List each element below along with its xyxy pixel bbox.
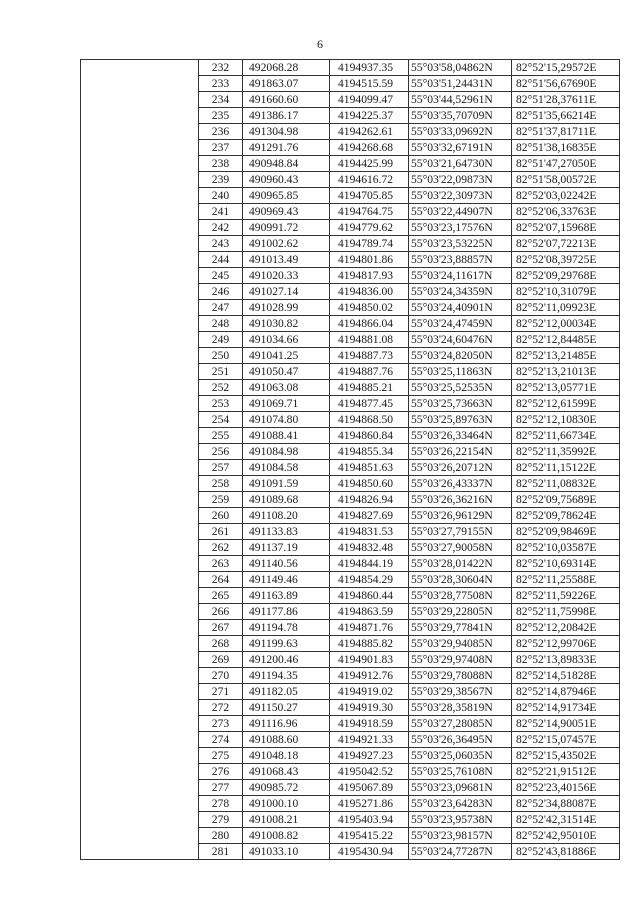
x-coordinate-cell: 491149.46 [243, 572, 330, 588]
longitude-cell: 82°52'15,29572E [512, 60, 620, 76]
latitude-cell: 55°03'24,40901N [409, 300, 512, 316]
y-coordinate-cell: 4195403.94 [330, 812, 409, 828]
latitude-cell: 55°03'29,97408N [409, 652, 512, 668]
y-coordinate-cell: 4194912.76 [330, 668, 409, 684]
point-number-cell: 235 [199, 108, 243, 124]
latitude-cell: 55°03'25,52535N [409, 380, 512, 396]
latitude-cell: 55°03'35,70709N [409, 108, 512, 124]
y-coordinate-cell: 4195415.22 [330, 828, 409, 844]
latitude-cell: 55°03'29,94085N [409, 636, 512, 652]
longitude-cell: 82°52'09,29768E [512, 268, 620, 284]
point-number-cell: 241 [199, 204, 243, 220]
y-coordinate-cell: 4194901.83 [330, 652, 409, 668]
longitude-cell: 82°52'09,98469E [512, 524, 620, 540]
latitude-cell: 55°03'27,90058N [409, 540, 512, 556]
x-coordinate-cell: 491182.05 [243, 684, 330, 700]
page-number: 6 [317, 37, 323, 51]
y-coordinate-cell: 4194868.50 [330, 412, 409, 428]
point-number-cell: 257 [199, 460, 243, 476]
x-coordinate-cell: 491089.68 [243, 492, 330, 508]
longitude-cell: 82°52'11,59226E [512, 588, 620, 604]
point-number-cell: 270 [199, 668, 243, 684]
y-coordinate-cell: 4194515.59 [330, 76, 409, 92]
latitude-cell: 55°03'21,64730N [409, 156, 512, 172]
y-coordinate-cell: 4194919.30 [330, 700, 409, 716]
y-coordinate-cell: 4195271.86 [330, 796, 409, 812]
longitude-cell: 82°52'09,75689E [512, 492, 620, 508]
latitude-cell: 55°03'22,30973N [409, 188, 512, 204]
x-coordinate-cell: 491084.98 [243, 444, 330, 460]
y-coordinate-cell: 4194268.68 [330, 140, 409, 156]
x-coordinate-cell: 491000.10 [243, 796, 330, 812]
longitude-cell: 82°52'42,95010E [512, 828, 620, 844]
point-number-cell: 242 [199, 220, 243, 236]
x-coordinate-cell: 491163.89 [243, 588, 330, 604]
y-coordinate-cell: 4194866.04 [330, 316, 409, 332]
x-coordinate-cell: 490985.72 [243, 780, 330, 796]
point-number-cell: 269 [199, 652, 243, 668]
y-coordinate-cell: 4194425.99 [330, 156, 409, 172]
latitude-cell: 55°03'25,06035N [409, 748, 512, 764]
latitude-cell: 55°03'23,64283N [409, 796, 512, 812]
latitude-cell: 55°03'25,73663N [409, 396, 512, 412]
latitude-cell: 55°03'29,78088N [409, 668, 512, 684]
y-coordinate-cell: 4194937.35 [330, 60, 409, 76]
point-number-cell: 267 [199, 620, 243, 636]
x-coordinate-cell: 490948.84 [243, 156, 330, 172]
point-number-cell: 243 [199, 236, 243, 252]
x-coordinate-cell: 491063.08 [243, 380, 330, 396]
x-coordinate-cell: 491034.66 [243, 332, 330, 348]
longitude-cell: 82°52'11,75998E [512, 604, 620, 620]
y-coordinate-cell: 4194827.69 [330, 508, 409, 524]
longitude-cell: 82°52'10,03587E [512, 540, 620, 556]
x-coordinate-cell: 491291.76 [243, 140, 330, 156]
point-number-cell: 246 [199, 284, 243, 300]
point-number-cell: 234 [199, 92, 243, 108]
point-number-cell: 262 [199, 540, 243, 556]
longitude-cell: 82°52'13,21013E [512, 364, 620, 380]
x-coordinate-cell: 491008.82 [243, 828, 330, 844]
latitude-cell: 55°03'22,09873N [409, 172, 512, 188]
x-coordinate-cell: 491137.19 [243, 540, 330, 556]
point-number-cell: 276 [199, 764, 243, 780]
latitude-cell: 55°03'29,22805N [409, 604, 512, 620]
x-coordinate-cell: 491048.18 [243, 748, 330, 764]
latitude-cell: 55°03'28,77508N [409, 588, 512, 604]
x-coordinate-cell: 491194.35 [243, 668, 330, 684]
latitude-cell: 55°03'25,89763N [409, 412, 512, 428]
y-coordinate-cell: 4194844.19 [330, 556, 409, 572]
point-number-cell: 279 [199, 812, 243, 828]
point-number-cell: 245 [199, 268, 243, 284]
latitude-cell: 55°03'23,98157N [409, 828, 512, 844]
latitude-cell: 55°03'24,77287N [409, 844, 512, 860]
y-coordinate-cell: 4194919.02 [330, 684, 409, 700]
longitude-cell: 82°52'12,10830E [512, 412, 620, 428]
latitude-cell: 55°03'28,01422N [409, 556, 512, 572]
x-coordinate-cell: 491088.60 [243, 732, 330, 748]
x-coordinate-cell: 491088.41 [243, 428, 330, 444]
point-number-cell: 251 [199, 364, 243, 380]
latitude-cell: 55°03'23,09681N [409, 780, 512, 796]
y-coordinate-cell: 4194927.23 [330, 748, 409, 764]
longitude-cell: 82°52'13,89833E [512, 652, 620, 668]
y-coordinate-cell: 4194850.02 [330, 300, 409, 316]
longitude-cell: 82°52'23,40156E [512, 780, 620, 796]
point-number-cell: 278 [199, 796, 243, 812]
longitude-cell: 82°51'35,66214E [512, 108, 620, 124]
latitude-cell: 55°03'29,38567N [409, 684, 512, 700]
y-coordinate-cell: 4195067.89 [330, 780, 409, 796]
latitude-cell: 55°03'27,79155N [409, 524, 512, 540]
point-number-cell: 250 [199, 348, 243, 364]
x-coordinate-cell: 491027.14 [243, 284, 330, 300]
y-coordinate-cell: 4194887.73 [330, 348, 409, 364]
latitude-cell: 55°03'24,47459N [409, 316, 512, 332]
latitude-cell: 55°03'58,04862N [409, 60, 512, 76]
latitude-cell: 55°03'22,44907N [409, 204, 512, 220]
latitude-cell: 55°03'26,43337N [409, 476, 512, 492]
longitude-cell: 82°52'11,15122E [512, 460, 620, 476]
longitude-cell: 82°52'12,84485E [512, 332, 620, 348]
latitude-cell: 55°03'25,11863N [409, 364, 512, 380]
longitude-cell: 82°52'15,07457E [512, 732, 620, 748]
x-coordinate-cell: 491008.21 [243, 812, 330, 828]
longitude-cell: 82°52'34,88087E [512, 796, 620, 812]
point-number-cell: 256 [199, 444, 243, 460]
longitude-cell: 82°52'12,00034E [512, 316, 620, 332]
y-coordinate-cell: 4195430.94 [330, 844, 409, 860]
longitude-cell: 82°52'09,78624E [512, 508, 620, 524]
y-coordinate-cell: 4194764.75 [330, 204, 409, 220]
longitude-cell: 82°52'13,21485E [512, 348, 620, 364]
point-number-cell: 255 [199, 428, 243, 444]
latitude-cell: 55°03'26,96129N [409, 508, 512, 524]
x-coordinate-cell: 491200.46 [243, 652, 330, 668]
latitude-cell: 55°03'32,67191N [409, 140, 512, 156]
x-coordinate-cell: 490991.72 [243, 220, 330, 236]
point-number-cell: 266 [199, 604, 243, 620]
longitude-cell: 82°52'42,31514E [512, 812, 620, 828]
latitude-cell: 55°03'26,20712N [409, 460, 512, 476]
point-number-cell: 233 [199, 76, 243, 92]
x-coordinate-cell: 491091.59 [243, 476, 330, 492]
point-number-cell: 253 [199, 396, 243, 412]
y-coordinate-cell: 4194705.85 [330, 188, 409, 204]
longitude-cell: 82°51'37,81711E [512, 124, 620, 140]
point-number-cell: 237 [199, 140, 243, 156]
y-coordinate-cell: 4194817.93 [330, 268, 409, 284]
y-coordinate-cell: 4194225.37 [330, 108, 409, 124]
x-coordinate-cell: 491013.49 [243, 252, 330, 268]
latitude-cell: 55°03'24,11617N [409, 268, 512, 284]
x-coordinate-cell: 491386.17 [243, 108, 330, 124]
longitude-cell: 82°51'28,37611E [512, 92, 620, 108]
x-coordinate-cell: 492068.28 [243, 60, 330, 76]
latitude-cell: 55°03'27,28085N [409, 716, 512, 732]
latitude-cell: 55°03'28,30604N [409, 572, 512, 588]
x-coordinate-cell: 491116.96 [243, 716, 330, 732]
latitude-cell: 55°03'23,88857N [409, 252, 512, 268]
y-coordinate-cell: 4194863.59 [330, 604, 409, 620]
x-coordinate-cell: 491084.58 [243, 460, 330, 476]
y-coordinate-cell: 4194262.61 [330, 124, 409, 140]
x-coordinate-cell: 491033.10 [243, 844, 330, 860]
x-coordinate-cell: 491194.78 [243, 620, 330, 636]
longitude-cell: 82°52'14,91734E [512, 700, 620, 716]
y-coordinate-cell: 4194851.63 [330, 460, 409, 476]
y-coordinate-cell: 4194779.62 [330, 220, 409, 236]
point-number-cell: 260 [199, 508, 243, 524]
latitude-cell: 55°03'29,77841N [409, 620, 512, 636]
longitude-cell: 82°52'06,33763E [512, 204, 620, 220]
longitude-cell: 82°52'11,09923E [512, 300, 620, 316]
x-coordinate-cell: 491002.62 [243, 236, 330, 252]
latitude-cell: 55°03'26,22154N [409, 444, 512, 460]
y-coordinate-cell: 4194850.60 [330, 476, 409, 492]
x-coordinate-cell: 491199.63 [243, 636, 330, 652]
y-coordinate-cell: 4194616.72 [330, 172, 409, 188]
point-number-cell: 277 [199, 780, 243, 796]
point-number-cell: 239 [199, 172, 243, 188]
y-coordinate-cell: 4194789.74 [330, 236, 409, 252]
point-number-cell: 272 [199, 700, 243, 716]
y-coordinate-cell: 4194860.84 [330, 428, 409, 444]
y-coordinate-cell: 4194885.21 [330, 380, 409, 396]
x-coordinate-cell: 490960.43 [243, 172, 330, 188]
point-number-cell: 232 [199, 60, 243, 76]
y-coordinate-cell: 4194831.53 [330, 524, 409, 540]
y-coordinate-cell: 4194099.47 [330, 92, 409, 108]
longitude-cell: 82°52'43,81886E [512, 844, 620, 860]
longitude-cell: 82°52'21,91512E [512, 764, 620, 780]
longitude-cell: 82°52'07,15968E [512, 220, 620, 236]
point-number-cell: 258 [199, 476, 243, 492]
point-number-cell: 268 [199, 636, 243, 652]
point-number-cell: 263 [199, 556, 243, 572]
longitude-cell: 82°52'14,87946E [512, 684, 620, 700]
y-coordinate-cell: 4194871.76 [330, 620, 409, 636]
longitude-cell: 82°52'13,05771E [512, 380, 620, 396]
y-coordinate-cell: 4194885.82 [330, 636, 409, 652]
latitude-cell: 55°03'26,36216N [409, 492, 512, 508]
point-number-cell: 240 [199, 188, 243, 204]
point-number-cell: 261 [199, 524, 243, 540]
longitude-cell: 82°51'38,16835E [512, 140, 620, 156]
point-number-cell: 249 [199, 332, 243, 348]
y-coordinate-cell: 4194801.86 [330, 252, 409, 268]
latitude-cell: 55°03'33,09692N [409, 124, 512, 140]
latitude-cell: 55°03'23,95738N [409, 812, 512, 828]
longitude-cell: 82°52'11,35992E [512, 444, 620, 460]
longitude-cell: 82°52'10,69314E [512, 556, 620, 572]
latitude-cell: 55°03'23,53225N [409, 236, 512, 252]
point-number-cell: 280 [199, 828, 243, 844]
point-number-cell: 264 [199, 572, 243, 588]
point-number-cell: 273 [199, 716, 243, 732]
point-number-cell: 244 [199, 252, 243, 268]
y-coordinate-cell: 4194918.59 [330, 716, 409, 732]
point-number-cell: 281 [199, 844, 243, 860]
latitude-cell: 55°03'24,82050N [409, 348, 512, 364]
x-coordinate-cell: 491050.47 [243, 364, 330, 380]
point-number-cell: 238 [199, 156, 243, 172]
longitude-cell: 82°52'14,51828E [512, 668, 620, 684]
point-number-cell: 259 [199, 492, 243, 508]
point-number-cell: 274 [199, 732, 243, 748]
point-number-cell: 247 [199, 300, 243, 316]
latitude-cell: 55°03'51,24431N [409, 76, 512, 92]
longitude-cell: 82°52'08,39725E [512, 252, 620, 268]
point-number-cell: 248 [199, 316, 243, 332]
y-coordinate-cell: 4194921.33 [330, 732, 409, 748]
x-coordinate-cell: 491304.98 [243, 124, 330, 140]
x-coordinate-cell: 491020.33 [243, 268, 330, 284]
latitude-cell: 55°03'24,60476N [409, 332, 512, 348]
longitude-cell: 82°51'47,27050E [512, 156, 620, 172]
x-coordinate-cell: 491028.99 [243, 300, 330, 316]
longitude-cell: 82°52'12,20842E [512, 620, 620, 636]
x-coordinate-cell: 491068.43 [243, 764, 330, 780]
longitude-cell: 82°51'56,67690E [512, 76, 620, 92]
coordinates-table [80, 59, 620, 860]
longitude-cell: 82°52'11,08832E [512, 476, 620, 492]
latitude-cell: 55°03'25,76108N [409, 764, 512, 780]
x-coordinate-cell: 491108.20 [243, 508, 330, 524]
longitude-cell: 82°52'14,90051E [512, 716, 620, 732]
x-coordinate-cell: 491660.60 [243, 92, 330, 108]
longitude-cell: 82°52'15,43502E [512, 748, 620, 764]
latitude-cell: 55°03'23,17576N [409, 220, 512, 236]
y-coordinate-cell: 4194854.29 [330, 572, 409, 588]
y-coordinate-cell: 4195042.52 [330, 764, 409, 780]
y-coordinate-cell: 4194881.08 [330, 332, 409, 348]
coordinates-table-body [81, 60, 620, 860]
point-number-cell: 271 [199, 684, 243, 700]
y-coordinate-cell: 4194887.76 [330, 364, 409, 380]
latitude-cell: 55°03'28,35819N [409, 700, 512, 716]
x-coordinate-cell: 491041.25 [243, 348, 330, 364]
point-number-cell: 254 [199, 412, 243, 428]
longitude-cell: 82°51'58,00572E [512, 172, 620, 188]
y-coordinate-cell: 4194877.45 [330, 396, 409, 412]
longitude-cell: 82°52'03,02242E [512, 188, 620, 204]
latitude-cell: 55°03'26,36495N [409, 732, 512, 748]
point-number-cell: 275 [199, 748, 243, 764]
x-coordinate-cell: 491177.86 [243, 604, 330, 620]
x-coordinate-cell: 491030.82 [243, 316, 330, 332]
merged-blank-cell [81, 60, 199, 860]
longitude-cell: 82°52'11,25588E [512, 572, 620, 588]
latitude-cell: 55°03'26,33464N [409, 428, 512, 444]
x-coordinate-cell: 490965.85 [243, 188, 330, 204]
x-coordinate-cell: 491133.83 [243, 524, 330, 540]
x-coordinate-cell: 491863.07 [243, 76, 330, 92]
x-coordinate-cell: 491140.56 [243, 556, 330, 572]
point-number-cell: 252 [199, 380, 243, 396]
longitude-cell: 82°52'12,61599E [512, 396, 620, 412]
longitude-cell: 82°52'11,66734E [512, 428, 620, 444]
x-coordinate-cell: 491074.80 [243, 412, 330, 428]
point-number-cell: 265 [199, 588, 243, 604]
point-number-cell: 236 [199, 124, 243, 140]
latitude-cell: 55°03'24,34359N [409, 284, 512, 300]
x-coordinate-cell: 491069.71 [243, 396, 330, 412]
y-coordinate-cell: 4194832.48 [330, 540, 409, 556]
longitude-cell: 82°52'10,31079E [512, 284, 620, 300]
x-coordinate-cell: 490969.43 [243, 204, 330, 220]
longitude-cell: 82°52'07,72213E [512, 236, 620, 252]
y-coordinate-cell: 4194826.94 [330, 492, 409, 508]
x-coordinate-cell: 491150.27 [243, 700, 330, 716]
y-coordinate-cell: 4194836.00 [330, 284, 409, 300]
y-coordinate-cell: 4194855.34 [330, 444, 409, 460]
longitude-cell: 82°52'12,99706E [512, 636, 620, 652]
latitude-cell: 55°03'44,52961N [409, 92, 512, 108]
table-row [81, 60, 620, 76]
y-coordinate-cell: 4194860.44 [330, 588, 409, 604]
